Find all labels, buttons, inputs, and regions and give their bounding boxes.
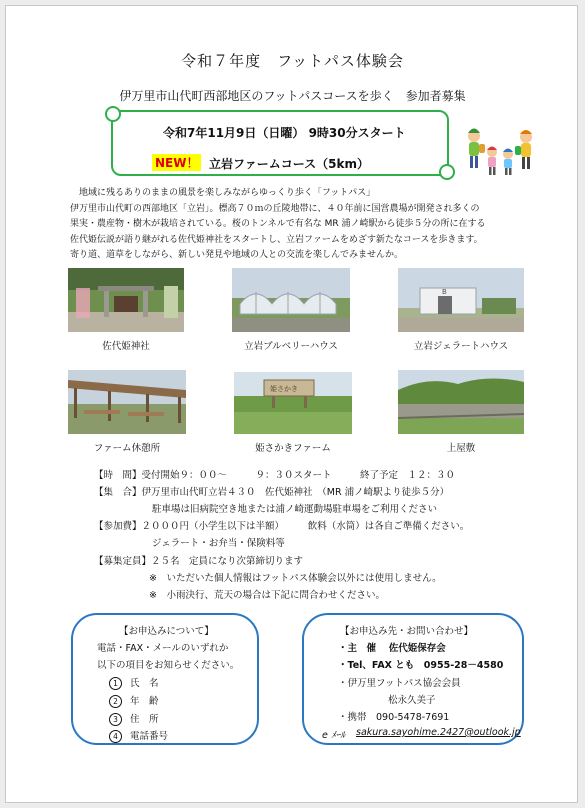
photo-farm-rest-area: [68, 370, 186, 434]
contact-info-box: [302, 613, 524, 745]
page-title: 令和７年度 フットパス体験会: [181, 52, 404, 70]
apply-item: [109, 693, 159, 708]
item-number: 4: [109, 730, 122, 743]
item-number: 3: [109, 713, 122, 726]
intro-line: 果実・農産物・樹木が栽培されている。桜のトンネルで有名な MR 浦ノ崎駅から徒歩５分の所に在する: [70, 219, 486, 229]
apply-heading: 【お申込みについて】: [119, 626, 214, 637]
item-label: 住 所: [130, 714, 159, 725]
intro-line: 地域に残るありのままの風景を楽しみながらゆっくり歩く「フットパス」: [70, 188, 376, 198]
apply-item: [109, 728, 168, 743]
contact-mobile: ・携帯 090-5478-7691: [338, 712, 450, 723]
contact-person: 松永久美子: [388, 695, 436, 706]
contact-tel-fax: ・Tel、FAX とも 0955-28－4580: [338, 660, 504, 671]
apply-info-box: [71, 613, 259, 745]
sign-text: 姫さかき: [270, 385, 298, 393]
detail-time: 【時 間】受付開始９：００～ ９：３０スタート 終了予定 １２：３０: [94, 470, 456, 481]
contact-association: ・伊万里フットパス協会会員: [338, 678, 461, 689]
course-name: 立岩ファームコース（5km）: [209, 157, 369, 171]
email-link[interactable]: sakura.sayohime.2427@outlook.jp: [356, 727, 521, 738]
apply-item: [109, 675, 159, 690]
photo-gelato-house: [398, 268, 524, 332]
photo-blueberry-house: [232, 268, 350, 332]
photo-caption: 立岩ジェラートハウス: [413, 341, 509, 352]
intro-line: 伊万里市山代町の西部地区「立岩」。標高７０ｍの丘陵地帯に、４０年前に国営農場が開発され多くの: [70, 203, 480, 214]
photo-caption: 立岩ブルベリーハウス: [244, 341, 338, 352]
photo-himesakaki-farm: [234, 372, 352, 434]
page-subtitle: 伊万里市山代町西部地区のフットパスコースを歩く 参加者募集: [119, 89, 466, 103]
item-number: 2: [109, 695, 122, 708]
item-label: 氏 名: [130, 678, 159, 689]
photo-caption: ファーム休憩所: [93, 443, 161, 454]
detail-fee: 【参加費】２０００円（小学生以下は半額） 飲料（水筒）は各自ご準備ください。: [94, 521, 470, 532]
event-date: 令和7年11月9日（日曜） 9時30分スタート: [163, 126, 406, 140]
intro-line: 佐代姫伝説が語り継がれる佐代姫神社をスタートし、立岩ファームをめざす新たなコースを歩きます。: [70, 234, 483, 245]
detail-meeting-place: 【集 合】伊万里市山代町立岩４３０ 佐代姫神社 （MR 浦ノ崎駅より徒歩５分）: [94, 487, 450, 498]
detail-parking: 駐車場は旧病院空き地または浦ノ崎運動場駐車場をご利用ください: [152, 504, 438, 515]
photo-shrine: [68, 268, 184, 332]
item-number: 1: [109, 677, 122, 690]
detail-fee-note: ジェラート・お弁当・保険料等: [152, 538, 285, 549]
detail-note-privacy: ※ いただいた個人情報はフットパス体験会以外には使用しません。: [149, 573, 442, 584]
contact-organizer: ・主 催 佐代姫保存会: [338, 643, 446, 654]
intro-line: 寄り道、道草をしながら、新しい発見や地域の人との交流を楽しんでみませんか。: [70, 250, 404, 260]
document-page: [5, 5, 578, 803]
photo-caption: 佐代姫神社: [102, 341, 150, 352]
svg-text:B: B: [442, 288, 447, 296]
new-badge: NEW！: [152, 154, 201, 171]
photo-caption: 上屋敷: [446, 443, 476, 454]
apply-method: 電話・FAX・メールのいずれか: [97, 643, 229, 654]
scroll-curl-left: [105, 106, 121, 122]
email-label: e ﾒｰﾙ: [322, 730, 346, 741]
photo-kamiyashiki: [398, 370, 524, 434]
item-label: 年 齢: [130, 696, 159, 707]
apply-instruction: 以下の項目をお知らせください。: [97, 660, 240, 671]
detail-note-weather: ※ 小雨決行、荒天の場合は下記に問合わせください。: [149, 590, 385, 601]
apply-item: [109, 711, 159, 726]
scroll-curl-right: [439, 164, 455, 180]
photo-caption: 姫さかきファーム: [255, 443, 331, 454]
item-label: 電話番号: [130, 731, 169, 742]
hikers-illustration: [462, 124, 542, 179]
detail-capacity: 【募集定員】２５名 定員になり次第締切ります: [94, 556, 304, 567]
contact-heading: 【お申込み先・お問い合わせ】: [340, 626, 474, 637]
intro-text: [70, 186, 530, 264]
